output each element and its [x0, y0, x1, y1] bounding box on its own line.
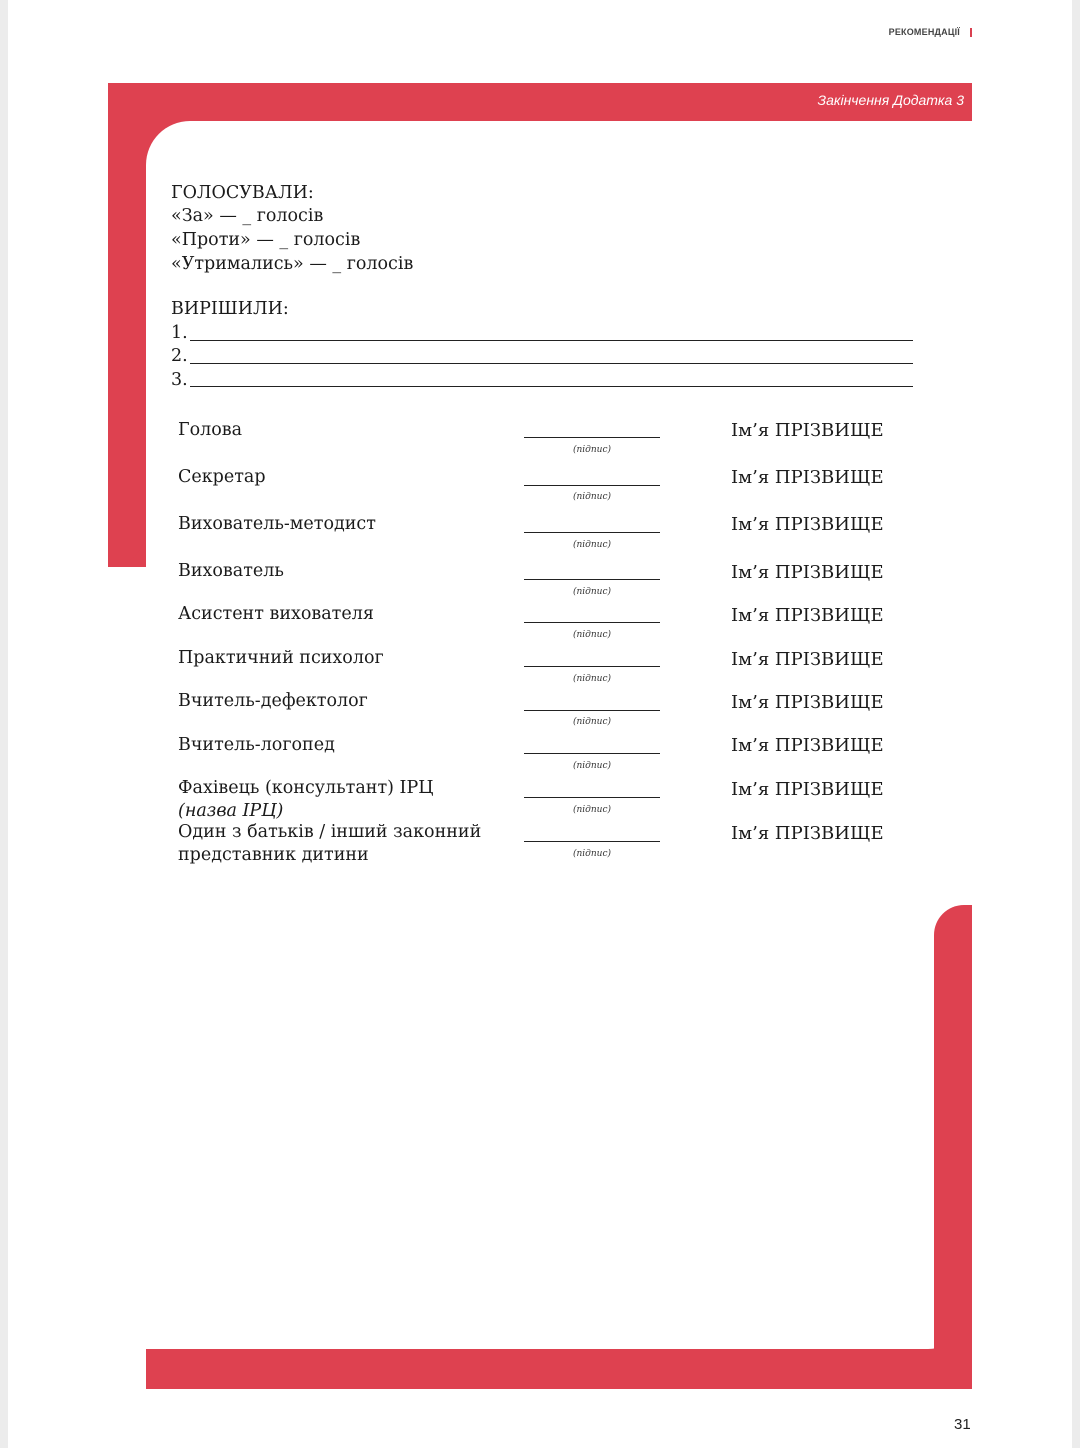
signature-caption: (підпис)	[572, 805, 612, 815]
signature-caption: (підпис)	[572, 630, 612, 640]
signature-caption: (підпис)	[572, 587, 612, 597]
signature-caption: (підпис)	[572, 717, 612, 727]
signature-line	[524, 622, 660, 623]
page-number: 31	[954, 1416, 971, 1433]
signature-role: Голова	[178, 420, 243, 440]
appendix-title: Закінчення Додатка 3	[817, 92, 964, 108]
signature-role	[178, 821, 481, 867]
signature-line	[524, 710, 660, 711]
signature-caption: (підпис)	[572, 761, 612, 771]
signature-role: Секретар	[178, 467, 266, 487]
signature-line	[524, 841, 660, 842]
signature-caption: (підпис)	[572, 849, 612, 859]
signature-line	[524, 532, 660, 533]
vote-abstained: «Утримались» — _ голосів	[171, 254, 414, 274]
signature-line	[524, 797, 660, 798]
decision-line	[190, 363, 913, 364]
signature-name: Ім’я ПРІЗВИЩЕ	[731, 420, 884, 441]
decision-item: 2.	[171, 346, 188, 366]
signature-role-note: (назва ІРЦ)	[178, 801, 284, 821]
signature-role-line2: представник дитини	[178, 845, 369, 865]
decision-line	[190, 386, 913, 387]
signature-name: Ім’я ПРІЗВИЩЕ	[731, 735, 884, 756]
decision-line	[190, 340, 913, 341]
decision-item: 1.	[171, 323, 188, 343]
signature-caption: (підпис)	[572, 492, 612, 502]
signature-line	[524, 579, 660, 580]
signature-name: Ім’я ПРІЗВИЩЕ	[731, 779, 884, 800]
signature-role: Вчитель-дефектолог	[178, 691, 368, 711]
signature-role: Вихователь-методист	[178, 514, 376, 534]
signature-line	[524, 485, 660, 486]
signature-line	[524, 753, 660, 754]
signature-line	[524, 437, 660, 438]
vote-for: «За» — _ голосів	[171, 206, 324, 226]
signature-role: Практичний психолог	[178, 648, 384, 668]
signature-role: Вихователь	[178, 561, 284, 581]
voting-title: ГОЛОСУВАЛИ:	[171, 183, 314, 203]
signature-name: Ім’я ПРІЗВИЩЕ	[731, 514, 884, 535]
vote-against: «Проти» — _ голосів	[171, 230, 361, 250]
signature-role: Асистент вихователя	[178, 604, 374, 624]
decision-title: ВИРІШИЛИ:	[171, 299, 289, 319]
signature-caption: (підпис)	[572, 445, 612, 455]
signature-name: Ім’я ПРІЗВИЩЕ	[731, 467, 884, 488]
signature-role: Вчитель-логопед	[178, 735, 335, 755]
signature-name: Ім’я ПРІЗВИЩЕ	[731, 562, 884, 583]
signature-role	[178, 777, 434, 823]
signature-name: Ім’я ПРІЗВИЩЕ	[731, 823, 884, 844]
decision-item: 3.	[171, 370, 188, 390]
signature-name: Ім’я ПРІЗВИЩЕ	[731, 692, 884, 713]
signature-line	[524, 666, 660, 667]
signature-name: Ім’я ПРІЗВИЩЕ	[731, 605, 884, 626]
signature-name: Ім’я ПРІЗВИЩЕ	[731, 649, 884, 670]
signature-role-text: Один з батьків / інший законний	[178, 822, 482, 842]
signature-role-text: Фахівець (консультант) ІРЦ	[178, 778, 434, 798]
section-header: РЕКОМЕНДАЦІЇ	[888, 27, 960, 37]
signature-caption: (підпис)	[572, 540, 612, 550]
signature-caption: (підпис)	[572, 674, 612, 684]
